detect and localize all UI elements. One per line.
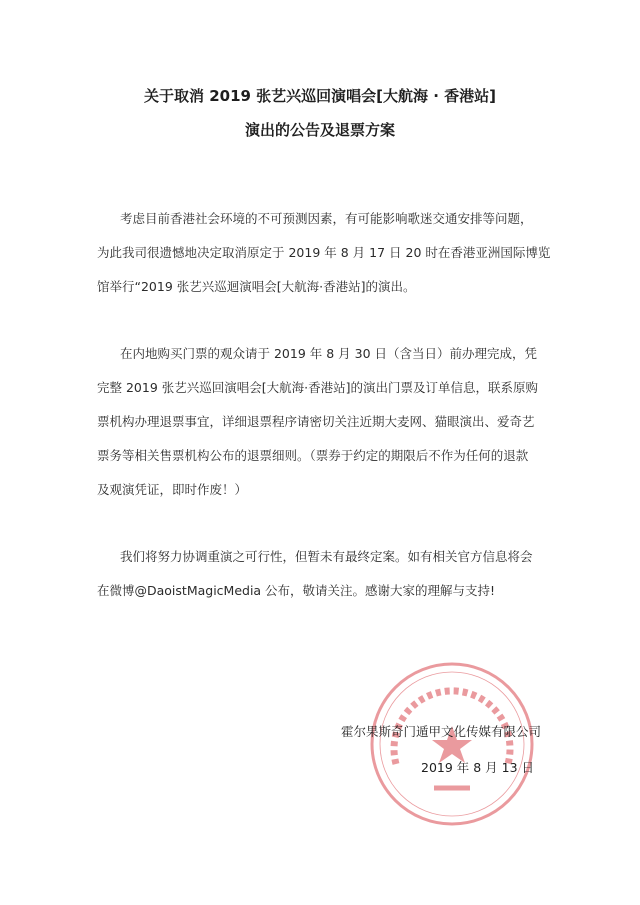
paragraph-2-line-3: 票机构办理退票事宜，详细退票程序请密切关注近期大麦网、猫眼演出、爱奇艺 — [97, 414, 535, 429]
notice-title-line-1: 关于取消 2019 张艺兴巡回演唱会[大航海 · 香港站] — [143, 87, 497, 105]
paragraph-1-line-2: 为此我司很遗憾地决定取消原定于 2019 年 8 月 17 日 20 时在香港亚洲国际博览 — [97, 245, 551, 260]
paragraph-1-line-1: 考虑目前香港社会环境的不可预测因素，有可能影响歌迷交通安排等问题， — [120, 211, 533, 226]
signature-company: 霍尔果斯奇门遁甲文化传媒有限公司 — [341, 724, 542, 739]
signature-date: 2019 年 8 月 13 日 — [421, 760, 535, 775]
notice-title-line-2: 演出的公告及退票方案 — [244, 121, 395, 139]
paragraph-2-line-4: 票务等相关售票机构公布的退票细则。（票券于约定的期限后不作为任何的退款 — [97, 448, 529, 463]
paragraph-3-line-2: 在微博@DaoistMagicMedia 公布，敬请关注。感谢大家的理解与支持! — [97, 583, 496, 598]
paragraph-3-line-1: 我们将努力协调重演之可行性，但暂未有最终定案。如有相关官方信息将会 — [120, 549, 533, 564]
paragraph-1-line-3: 馆举行“2019 张艺兴巡迴演唱会[大航海·香港站]的演出。 — [97, 279, 416, 294]
paragraph-2-line-2: 完整 2019 张艺兴巡回演唱会[大航海·香港站]的演出门票及订单信息，联系原购 — [97, 380, 538, 395]
paragraph-2-line-5: 及观演凭证，即时作废！） — [97, 482, 248, 497]
company-seal — [368, 660, 536, 828]
paragraph-2-line-1: 在内地购买门票的观众请于 2019 年 8 月 30 日（含当日）前办理完成，凭 — [120, 346, 538, 361]
